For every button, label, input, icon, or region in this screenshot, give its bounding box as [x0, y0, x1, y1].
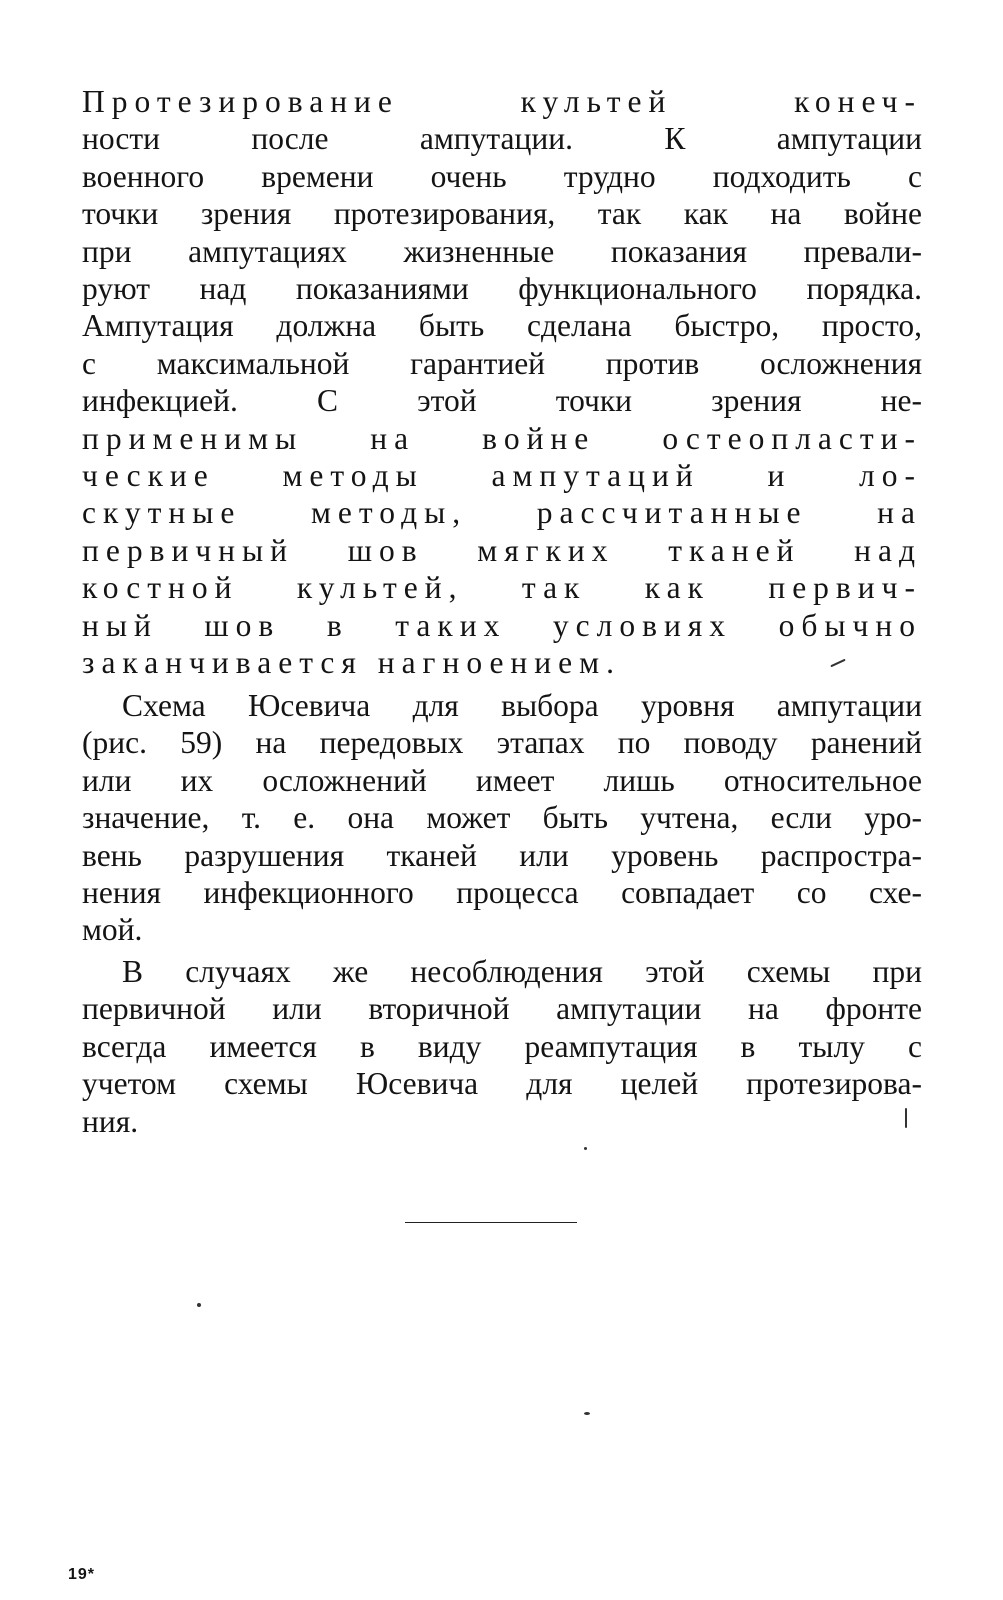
- section-divider: [405, 1222, 577, 1223]
- text-line: ности после ампутации. К ампутации: [82, 121, 922, 157]
- text-line: руют над показаниями функционального порядка.: [82, 271, 922, 307]
- print-speck: [584, 1147, 587, 1150]
- print-speck: [197, 1303, 201, 1307]
- text-line: В случаях же несоблюдения этой схемы при: [122, 954, 922, 989]
- text-line: учетом схемы Юсевича для целей протезирова-: [82, 1066, 922, 1102]
- paragraph-yusevich-scheme: [82, 687, 922, 949]
- text-line: Схема Юсевича для выбора уровня ампутации: [122, 688, 922, 723]
- text-line: точки зрения протезирования, так как на войне: [82, 196, 922, 232]
- text-line: с максимальной гарантией против осложнения: [82, 345, 922, 381]
- paragraph-reamputation: [82, 953, 922, 1140]
- text-line: нения инфекционного процесса совпадает со схе-: [82, 875, 922, 911]
- text-line: ния.: [82, 1103, 139, 1139]
- print-speck: [905, 1108, 907, 1128]
- text-line: военного времени очень трудно подходить с: [82, 158, 922, 194]
- text-line: первичной или вторичной ампутации на фронте: [82, 991, 922, 1027]
- text-line: первичный шов мягких тканей над: [82, 532, 922, 568]
- text-line: при ампутациях жизненные показания превали-: [82, 233, 922, 269]
- text-line: Ампутация должна быть сделана быстро, просто,: [82, 308, 922, 344]
- text-line: ный шов в таких условиях обычно: [82, 607, 922, 643]
- signature-mark: 19*: [68, 1566, 96, 1583]
- text-line: скутные методы, рассчитанные на: [82, 495, 922, 531]
- text-line: или их осложнений имеет лишь относительное: [82, 762, 922, 798]
- text-line: костной культей, так как первич-: [82, 570, 922, 606]
- text-line: значение, т. е. она может быть учтена, если уро-: [82, 800, 922, 836]
- text-line: вень разрушения тканей или уровень распростра-: [82, 837, 922, 873]
- text-line: ческие методы ампутаций и ло-: [82, 458, 922, 494]
- print-speck: [584, 1412, 590, 1415]
- text-line: применимы на войне остеопласти-: [82, 420, 922, 456]
- text-line: всегда имеется в виду реампутация в тылу с: [82, 1028, 922, 1064]
- text-line: (рис. 59) на передовых этапах по поводу ранений: [82, 725, 922, 761]
- text-line: инфекцией. С этой точки зрения не-: [82, 383, 922, 419]
- text-line: заканчивается нагноением.: [82, 645, 621, 681]
- text-line: мой.: [82, 912, 143, 948]
- text-line: Протезирование культей конеч-: [82, 84, 922, 119]
- paragraph-prosthetics: [82, 83, 922, 682]
